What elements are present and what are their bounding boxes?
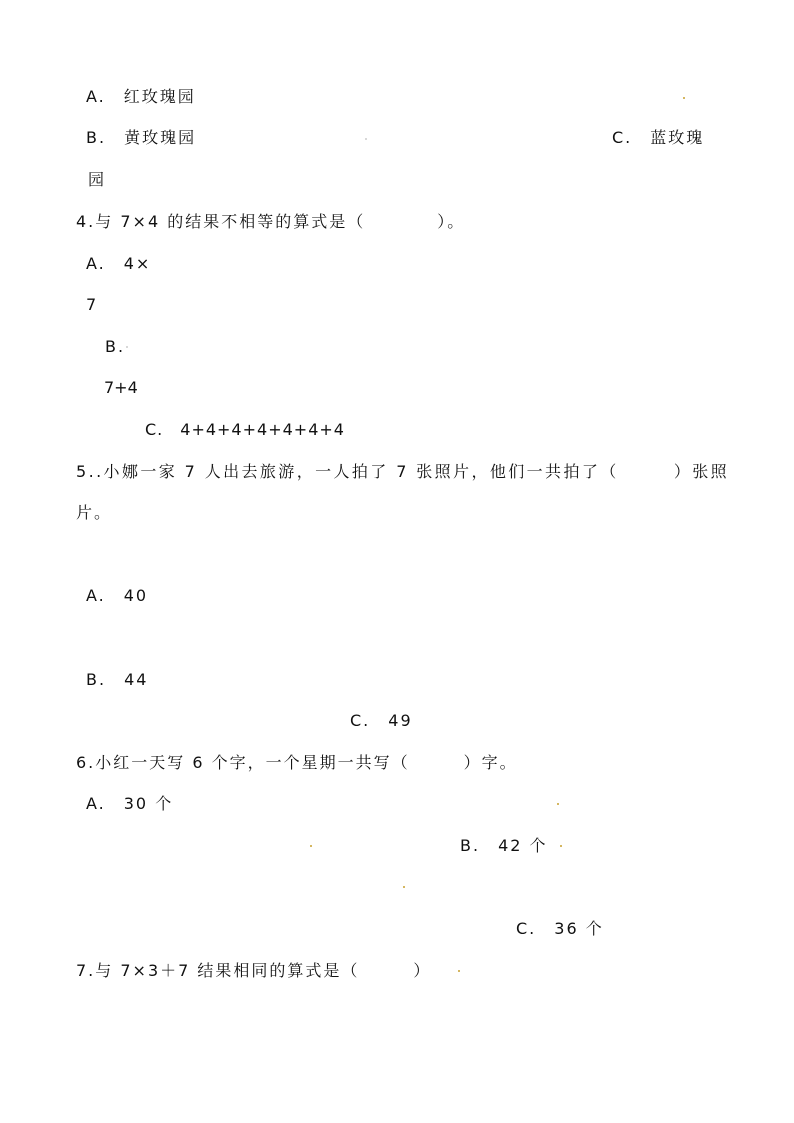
q4-option-b-wrap: 7+4 [104, 378, 138, 397]
q6-option-b: B. 42 个 [460, 836, 548, 855]
q5-option-a: A. 40 [86, 586, 149, 605]
speck-mark [557, 803, 559, 805]
q3-option-b: B. 黄玫瑰园 [86, 128, 197, 147]
speck-mark [126, 346, 128, 348]
q6-question: 6.小红一天写 6 个字，一个星期一共写（ ）字。 [76, 753, 518, 772]
speck-mark [403, 886, 405, 888]
q5-option-c: C. 49 [350, 711, 413, 730]
q5-question: 5..小娜一家 7 人出去旅游，一人拍了 7 张照片，他们一共拍了（ ）张照 [76, 462, 730, 481]
q4-option-a-wrap: 7 [86, 295, 99, 314]
q5-question-wrap: 片。 [76, 503, 113, 522]
q4-option-a: A. 4× [86, 254, 152, 273]
q6-option-c: C. 36 个 [516, 919, 604, 938]
q3-option-c-wrap: 园 [88, 170, 107, 189]
q4-question: 4.与 7×4 的结果不相等的算式是（ ）。 [76, 212, 466, 231]
speck-mark [560, 845, 562, 847]
speck-mark [310, 845, 312, 847]
q6-option-a: A. 30 个 [86, 794, 174, 813]
speck-mark [458, 970, 460, 972]
q4-option-b: B. [105, 337, 126, 356]
speck-mark [365, 138, 367, 140]
q7-question: 7.与 7×3＋7 结果相同的算式是（ ） [76, 961, 432, 980]
q4-option-c: C. 4+4+4+4+4+4+4 [145, 420, 345, 439]
q3-option-a: A. 红玫瑰园 [86, 87, 196, 106]
speck-mark [683, 97, 685, 99]
q3-option-c: C. 蓝玫瑰 [612, 128, 705, 147]
q5-option-b: B. 44 [86, 670, 149, 689]
